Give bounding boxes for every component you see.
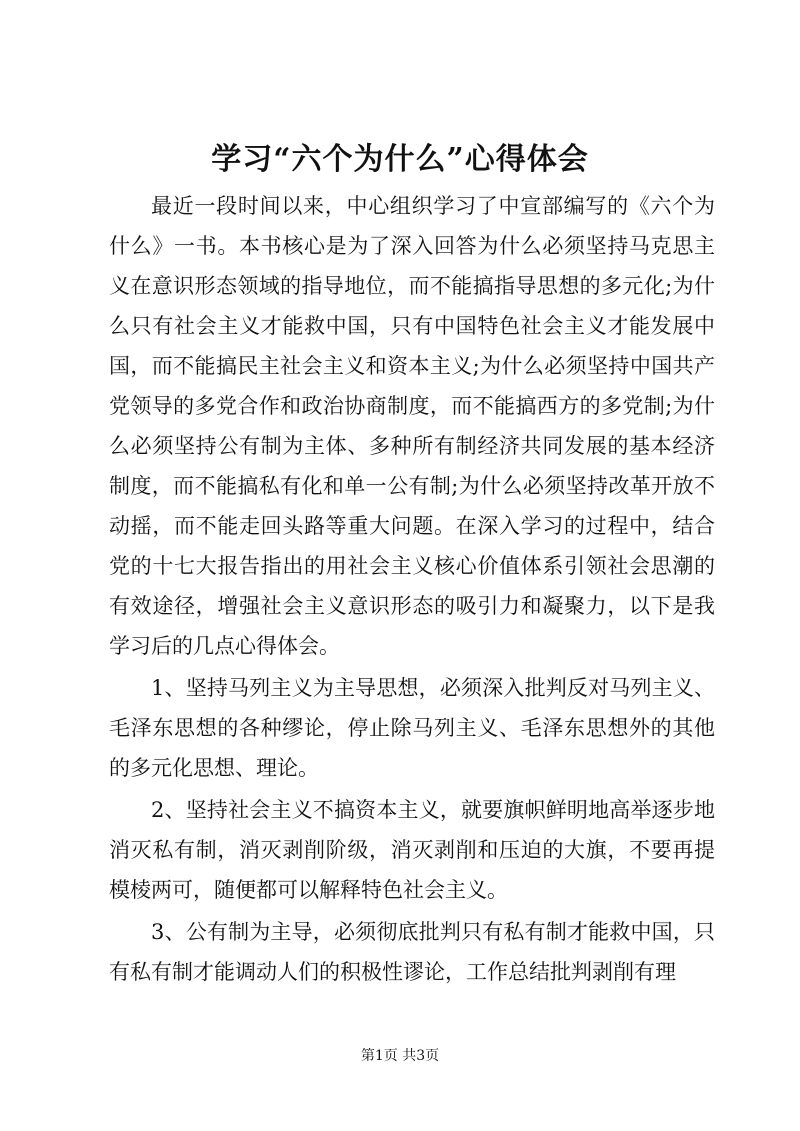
document-title: 学习“六个为什么”心得体会	[211, 142, 589, 177]
document-body	[109, 186, 715, 992]
paragraph-point-3: 3、公有制为主导，必须彻底批判只有私有制才能救中国，只有私有制才能调动人们的积极性谬论，工作总结批判剥削有理	[109, 920, 715, 984]
paragraph-point-2: 2、坚持社会主义不搞资本主义，就要旗帜鲜明地高举逐步地消灭私有制，消灭剥削阶级，消灭剥削和压迫的大旗，不要再提模棱两可，随便都可以解释特色社会主义。	[109, 798, 715, 902]
paragraph-intro: 最近一段时间以来，中心组织学习了中宣部编写的《六个为什么》一书。本书核心是为了深入回答为什么必须坚持马克思主义在意识形态领域的指导地位，而不能搞指导思想的多元化;为什么只有社会主义才能救中国，只有中国特色社会主义才能发展中国，而不能搞民主社会主义和资本主义;为什么必须坚持中国共产党领导的多党合作和政治协商制度，而不能搞西方的多党制;为什么必须坚持公有制为主体、多种所有制经济共同发展的基本经济制度，而不能搞私有化和单一公有制;为什么必须坚持改革开放不动摇，而不能走回头路等重大问题。在深入学习的过程中，结合党的十七大报告指出的用社会主义核心价值体系引领社会思潮的有效途径，增强社会主义意识形态的吸引力和凝聚力，以下是我学习后的几点心得体会。	[109, 194, 715, 658]
page-number-footer: 第1页 共3页	[360, 1048, 440, 1064]
paragraph-point-1: 1、坚持马列主义为主导思想，必须深入批判反对马列主义、毛泽东思想的各种缪论，停止除马列主义、毛泽东思想外的其他的多元化思想、理论。	[109, 676, 715, 780]
